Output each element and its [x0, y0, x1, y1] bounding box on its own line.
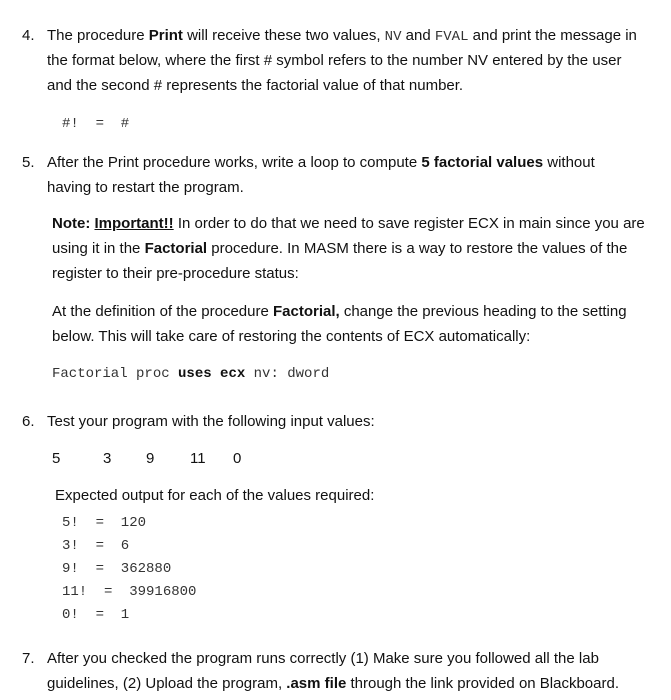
note-line-3: register to their pre-procedure status:	[52, 265, 299, 282]
expected-output-label: Expected output for each of the values required:	[55, 487, 375, 504]
note-line-2: using it in the Factorial procedure. In MASM there is a way to restore the values of the	[52, 240, 628, 257]
note-label: Note:	[52, 215, 95, 232]
item-5-line-2: having to restart the program.	[47, 179, 244, 196]
item-7-line-1: After you checked the program runs correctly (1) Make sure you followed all the lab	[47, 650, 599, 667]
item-4-number: 4.	[22, 27, 35, 44]
input-value: 11	[190, 450, 206, 467]
definition-line-1: At the definition of the procedure Factorial, change the previous heading to the setting	[52, 303, 627, 320]
item-6-line-1: Test your program with the following input values:	[47, 413, 375, 430]
input-value: 9	[146, 450, 155, 467]
output-line: 0! = 1	[62, 607, 130, 623]
item-4-line-2: the format below, where the first # symbol refers to the number NV entered by the user	[47, 52, 622, 69]
input-value: 5	[52, 450, 61, 467]
output-line: 9! = 362880	[62, 561, 172, 577]
uses-ecx: uses ecx	[178, 366, 246, 382]
print-keyword: Print	[148, 27, 183, 44]
item-7-number: 7.	[22, 650, 35, 667]
nv-var: NV	[384, 29, 402, 45]
item-7-line-2: guidelines, (2) Upload the program, .asm file through the link provided on Blackboard.	[47, 675, 620, 692]
note-line-1: Note: Important!! In order to do that we need to save register ECX in main since you are	[52, 215, 645, 232]
input-value: 3	[103, 450, 112, 467]
item-4-line-1: The procedure Print will receive these two values, NV and FVAL and print the message in	[47, 27, 637, 45]
item-6-number: 6.	[22, 413, 35, 430]
item-4-line-3: and the second # represents the factorial value of that number.	[47, 77, 464, 94]
definition-line-2: below. This will take care of restoring the contents of ECX automatically:	[52, 328, 531, 345]
output-line: 5! = 120	[62, 515, 147, 531]
asm-file: .asm file	[286, 675, 347, 692]
fval-var: FVAL	[434, 29, 469, 45]
output-line: 3! = 6	[62, 538, 130, 554]
item-4-format: #! = #	[62, 116, 130, 132]
item-5-line-1: After the Print procedure works, write a loop to compute 5 factorial values without	[47, 154, 595, 171]
output-line: 11! = 39916800	[62, 584, 197, 600]
code-snippet: Factorial proc uses ecx nv: dword	[52, 366, 330, 382]
note-important: Important!!	[94, 215, 174, 232]
item-5-number: 5.	[22, 154, 35, 171]
input-value: 0	[233, 450, 242, 467]
